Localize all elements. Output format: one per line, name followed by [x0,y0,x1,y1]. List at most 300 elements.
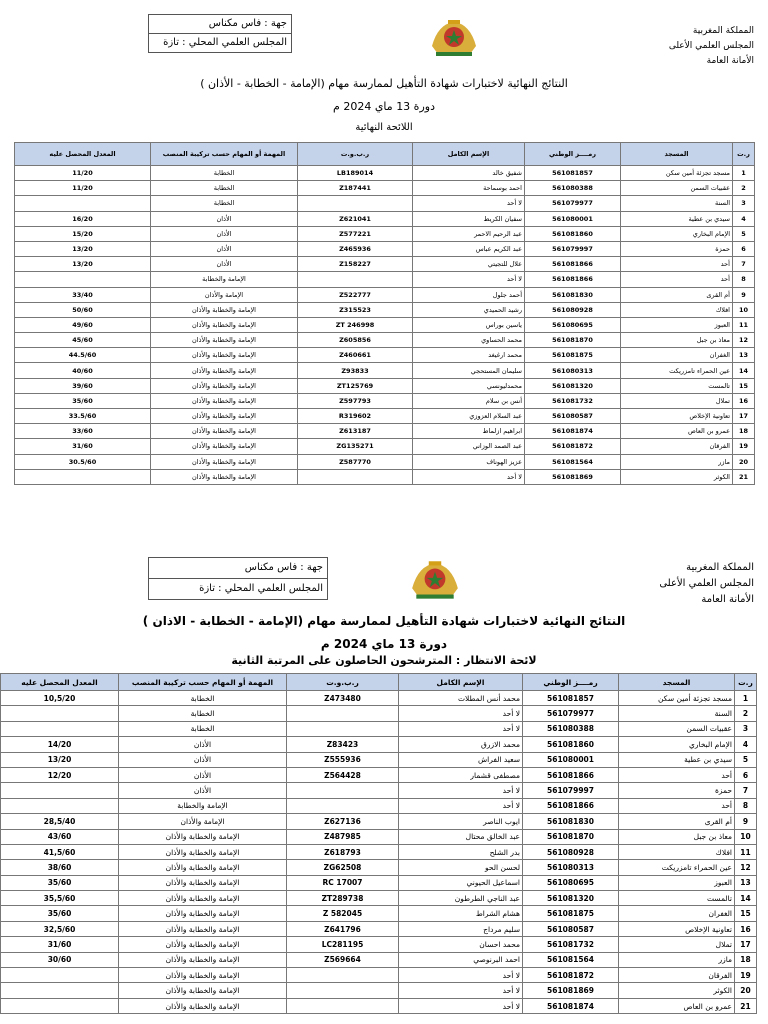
cell-national-code: 561080001 [523,752,619,767]
institution-header-2 [659,560,754,608]
table-row [1,937,757,952]
cell-role: الإمامة والخطابة والأذان [151,348,298,363]
cell-mosque-name: السنة [621,196,733,211]
cell-full-name: أنس بن سلام [413,393,525,408]
cell-national-code: 561080388 [523,721,619,736]
cell-role: الإمامة والخطابة والأذان [119,906,287,921]
table-row [15,241,755,256]
cell-row-index: 4 [735,737,757,752]
table-row [1,983,757,998]
cell-id-number: Z564428 [287,767,399,782]
cell-score: 16/20 [15,211,151,226]
cell-mosque-name: أم القرى [619,814,735,829]
cell-national-code: 561081875 [525,348,621,363]
cell-full-name: لحسن الحو [399,860,523,875]
column-header-row-index: ر.ت [733,143,755,166]
cell-role: الإمامة والخطابة والأذان [119,968,287,983]
column-header-score: المعدل المحصل عليه [15,143,151,166]
cell-full-name: عزيز الهوناف [413,454,525,469]
secretariat-label: الأمانة العامة [706,56,754,66]
column-header-id-number: ر.ب.و.ت [287,674,399,691]
cell-mosque-name: حمزة [619,783,735,798]
cell-mosque-name: الإمام البخاري [619,737,735,752]
cell-score [1,983,119,998]
cell-role: الإمامة والخطابة والأذان [119,952,287,967]
cell-role: الإمامة والخطابة والأذان [151,302,298,317]
cell-national-code: 561081866 [525,272,621,287]
page-title: النتائج النهائية لاختبارات شهادة التأهيل لممارسة مهام (الإمامة - الخطابة - الأذان ) [200,77,568,90]
cell-row-index: 3 [735,721,757,736]
cell-full-name: لا أحد [399,783,523,798]
cell-row-index: 17 [735,937,757,952]
cell-role: الأذان [119,783,287,798]
cell-row-index: 20 [733,454,755,469]
cell-row-index: 2 [733,181,755,196]
council-label-2: المجلس العلمي الأعلى [659,578,754,589]
cell-score: 11/20 [15,181,151,196]
cell-row-index: 11 [733,317,755,332]
cell-score: 14/20 [1,737,119,752]
cell-full-name: عبد الرحيم الاحمر [413,226,525,241]
local-council-label-2: المجلس العلمي المحلي : تازة [149,578,327,599]
cell-score [1,998,119,1013]
cell-row-index: 17 [733,409,755,424]
cell-national-code: 561081866 [525,257,621,272]
cell-score: 35,5/60 [1,891,119,906]
list-title-2: لائحة الانتظار : المترشحون الحاصلون على المرتبة الثانية [231,654,537,667]
cell-full-name: عبد الكريم عباس [413,241,525,256]
cell-id-number: ZG62508 [287,860,399,875]
cell-row-index: 20 [735,983,757,998]
cell-national-code: 561081875 [523,906,619,921]
cell-national-code: 561081866 [523,798,619,813]
cell-national-code: 561081564 [525,454,621,469]
table-row [15,363,755,378]
cell-mosque-name: العبوز [619,875,735,890]
cell-national-code: 561081874 [523,998,619,1013]
table-row [1,906,757,921]
cell-row-index: 1 [735,691,757,706]
cell-national-code: 561081320 [523,891,619,906]
table-row [1,891,757,906]
table-row [1,737,757,752]
cell-role: الإمامة والخطابة والأذان [119,998,287,1013]
cell-full-name: لا أحد [399,968,523,983]
cell-national-code: 561080695 [523,875,619,890]
cell-row-index: 10 [733,302,755,317]
table-row [15,348,755,363]
column-header-national-code: رمــــز الوطني [523,674,619,691]
cell-id-number [287,998,399,1013]
cell-id-number [287,783,399,798]
cell-role: الخطابة [119,691,287,706]
cell-id-number: Z487985 [287,829,399,844]
cell-national-code: 561080928 [525,302,621,317]
table-row [15,317,755,332]
cell-id-number: Z618793 [287,844,399,859]
cell-national-code: 561081869 [523,983,619,998]
cell-id-number: Z627136 [287,814,399,829]
cell-score: 31/60 [1,937,119,952]
cell-score [1,968,119,983]
cell-id-number: RC 17007 [287,875,399,890]
cell-role: الإمامة والخطابة والأذان [119,875,287,890]
column-header-role: المهمة أو المهام حسب تركيبة المنصب [151,143,298,166]
cell-national-code: 561081732 [525,393,621,408]
cell-row-index: 18 [733,424,755,439]
cell-score: 32,5/60 [1,921,119,936]
table-row [15,257,755,272]
cell-national-code: 561081857 [525,166,621,181]
cell-id-number: Z465936 [298,241,413,256]
cell-row-index: 1 [733,166,755,181]
cell-id-number: Z460661 [298,348,413,363]
table-row [1,998,757,1013]
cell-score [15,272,151,287]
cell-full-name: رشيد الحميدي [413,302,525,317]
cell-role: الإمامة والخطابة [151,272,298,287]
kingdom-label: المملكة المغربية [692,26,754,36]
cell-score: 13/20 [15,241,151,256]
cell-full-name: محمد الحساوي [413,333,525,348]
table-row [15,272,755,287]
cell-full-name: ايوب الناصر [399,814,523,829]
table-row [1,798,757,813]
cell-mosque-name: عين الحمراء تامزريكت [619,860,735,875]
cell-national-code: 561079977 [523,706,619,721]
cell-full-name: احمد البرنوصي [399,952,523,967]
waiting-list-table [0,673,757,1014]
region-label: جهة : فاس مكناس [208,18,287,29]
cell-full-name: أحمد جلول [413,287,525,302]
cell-role: الإمامة والأذان [119,814,287,829]
table-row [15,378,755,393]
cell-role: الأذان [119,767,287,782]
table-row [15,409,755,424]
cell-mosque-name: سيدي بن عطية [619,752,735,767]
cell-mosque-name: الغفران [619,906,735,921]
cell-row-index: 13 [733,348,755,363]
cell-mosque-name: عين الحمراء تامزريكت [621,363,733,378]
table-row [15,439,755,454]
cell-national-code: 561080587 [525,409,621,424]
cell-mosque-name: الغفران [621,348,733,363]
cell-id-number [298,469,413,484]
cell-national-code: 561080313 [525,363,621,378]
cell-id-number: ZT289738 [287,891,399,906]
cell-full-name: لا أحد [399,706,523,721]
cell-role: الأذان [119,737,287,752]
cell-id-number: Z621041 [298,211,413,226]
column-header-id-number: ر.ب.و.ت [298,143,413,166]
cell-score [1,706,119,721]
cell-score: 44.5/60 [15,348,151,363]
cell-role: الخطابة [151,181,298,196]
table-row [15,211,755,226]
table-row [1,721,757,736]
secretariat-label-2: الأمانة العامة [701,594,754,605]
cell-id-number: Z 582045 [287,906,399,921]
cell-mosque-name: تملال [619,937,735,952]
institution-header [669,24,754,69]
kingdom-label-2: المملكة المغربية [686,562,754,573]
cell-score: 28,5/40 [1,814,119,829]
cell-mosque-name: تالمست [621,378,733,393]
cell-score: 43/60 [1,829,119,844]
cell-mosque-name: سيدي بن عطية [621,211,733,226]
cell-full-name: سعيد الفراش [399,752,523,767]
cell-mosque-name: عمرو بن العاص [619,998,735,1013]
region-label-2: جهة : فاس مكناس [244,562,323,573]
cell-role: الإمامة والخطابة والأذان [119,937,287,952]
table-row [1,783,757,798]
cell-mosque-name: مازر [619,952,735,967]
cell-national-code: 561080587 [523,921,619,936]
cell-row-index: 6 [735,767,757,782]
cell-row-index: 14 [735,891,757,906]
cell-id-number: Z473480 [287,691,399,706]
cell-national-code: 561079997 [523,783,619,798]
cell-row-index: 15 [735,906,757,921]
cell-row-index: 11 [735,844,757,859]
cell-national-code: 561081872 [525,439,621,454]
cell-row-index: 6 [733,241,755,256]
cell-full-name: احمد بوسماحة [413,181,525,196]
cell-id-number [298,196,413,211]
cell-role: الإمامة والخطابة والأذان [151,424,298,439]
table-row [15,469,755,484]
cell-row-index: 4 [733,211,755,226]
cell-row-index: 2 [735,706,757,721]
table-row [15,196,755,211]
cell-row-index: 21 [735,998,757,1013]
cell-score: 15/20 [15,226,151,241]
cell-row-index: 13 [735,875,757,890]
cell-full-name: بدر الشلح [399,844,523,859]
cell-national-code: 561081860 [523,737,619,752]
table-row [15,424,755,439]
table-row [1,921,757,936]
cell-mosque-name: معاذ بن جبل [621,333,733,348]
cell-full-name: لا أحد [399,721,523,736]
page-2 [0,548,768,1024]
page-title-2: النتائج النهائية لاختبارات شهادة التأهيل لممارسة مهام (الإمامة - الخطابة - الاذان ) [142,614,626,628]
cell-role: الأذان [151,241,298,256]
cell-id-number: Z569664 [287,952,399,967]
cell-role: الإمامة والخطابة والأذان [151,317,298,332]
cell-row-index: 5 [733,226,755,241]
cell-national-code: 561081320 [525,378,621,393]
cell-row-index: 19 [735,968,757,983]
cell-role: الإمامة والخطابة والأذان [151,393,298,408]
cell-mosque-name: عقبيات السمن [619,721,735,736]
table-header-row [15,143,755,166]
coat-of-arms-icon-2 [408,558,462,604]
cell-role: الخطابة [151,166,298,181]
cell-full-name: هشام الشراط [399,906,523,921]
cell-role: الأذان [151,211,298,226]
cell-score: 50/60 [15,302,151,317]
cell-score [1,721,119,736]
cell-full-name: محمد احسان [399,937,523,952]
table-row [1,875,757,890]
cell-score: 13/20 [15,257,151,272]
cell-national-code: 561080313 [523,860,619,875]
cell-score: 39/60 [15,378,151,393]
cell-id-number [287,706,399,721]
cell-national-code: 561080928 [523,844,619,859]
cell-full-name: علال للتجيتي [413,257,525,272]
cell-score [1,783,119,798]
cell-role: الإمامة والخطابة والأذان [151,439,298,454]
cell-national-code: 561081732 [523,937,619,952]
cell-id-number [287,983,399,998]
cell-mosque-name: مازر [621,454,733,469]
table-header-row-2 [1,674,757,691]
cell-score: 33/40 [15,287,151,302]
cell-score: 33.5/60 [15,409,151,424]
cell-mosque-name: أحد [619,798,735,813]
cell-role: الأذان [119,752,287,767]
cell-id-number: Z83423 [287,737,399,752]
cell-role: الإمامة والخطابة والأذان [119,921,287,936]
cell-mosque-name: الكوثر [619,983,735,998]
cell-id-number: Z641796 [287,921,399,936]
cell-full-name: عبد الصمد الوزاني [413,439,525,454]
column-header-national-code: رمــــز الوطني [525,143,621,166]
cell-score: 35/60 [1,906,119,921]
cell-id-number: Z187441 [298,181,413,196]
column-header-mosque-name: المسجد [619,674,735,691]
cell-mosque-name: الإمام البخاري [621,226,733,241]
cell-id-number: Z522777 [298,287,413,302]
cell-row-index: 16 [733,393,755,408]
cell-row-index: 12 [735,860,757,875]
cell-full-name: ياسين بوراس [413,317,525,332]
cell-role: الأذان [151,257,298,272]
cell-full-name: عبد السلام العزوزي [413,409,525,424]
cell-national-code: 561081872 [523,968,619,983]
cell-id-number: Z577221 [298,226,413,241]
table-row [1,829,757,844]
cell-id-number [287,798,399,813]
cell-id-number: Z555936 [287,752,399,767]
table-row [1,691,757,706]
column-header-full-name: الإسم الكامل [399,674,523,691]
cell-role: الإمامة والخطابة والأذان [151,363,298,378]
table-row [1,814,757,829]
cell-id-number [287,968,399,983]
coat-of-arms-icon [428,18,480,60]
cell-national-code: 561081830 [523,814,619,829]
council-label: المجلس العلمي الأعلى [668,41,754,51]
cell-role: الإمامة والخطابة [119,798,287,813]
cell-row-index: 21 [733,469,755,484]
column-header-mosque-name: المسجد [621,143,733,166]
cell-mosque-name: حمزة [621,241,733,256]
cell-mosque-name: تعاونية الإخلاص [619,921,735,936]
cell-role: الإمامة والخطابة والأذان [151,409,298,424]
cell-role: الخطابة [119,721,287,736]
table-row [15,333,755,348]
cell-id-number: LB189014 [298,166,413,181]
cell-mosque-name: تعاونية الإخلاص [621,409,733,424]
cell-row-index: 16 [735,921,757,936]
cell-score: 40/60 [15,363,151,378]
table-row [15,393,755,408]
cell-id-number: Z613187 [298,424,413,439]
cell-national-code: 561080001 [525,211,621,226]
cell-role: الخطابة [151,196,298,211]
cell-score: 41,5/60 [1,844,119,859]
cell-mosque-name: معاذ بن جبل [619,829,735,844]
cell-mosque-name: أحد [619,767,735,782]
cell-full-name: محمدليونسي [413,378,525,393]
cell-mosque-name: مسجد تجزئة أمين سكن [621,166,733,181]
cell-full-name: لا أحد [413,196,525,211]
cell-score: 33/60 [15,424,151,439]
cell-mosque-name: أحد [621,257,733,272]
cell-row-index: 12 [733,333,755,348]
cell-row-index: 14 [733,363,755,378]
cell-full-name: سفيان الكريط [413,211,525,226]
column-header-full-name: الإسم الكامل [413,143,525,166]
cell-national-code: 561080388 [525,181,621,196]
table-row [1,860,757,875]
cell-id-number [298,272,413,287]
cell-id-number: LC281195 [287,937,399,952]
cell-full-name: لا أحد [399,998,523,1013]
cell-mosque-name: العبوز [621,317,733,332]
cell-id-number: Z315523 [298,302,413,317]
table-row [1,968,757,983]
cell-national-code: 561081564 [523,952,619,967]
cell-role: الإمامة والخطابة والأذان [119,829,287,844]
cell-mosque-name: السنة [619,706,735,721]
cell-row-index: 7 [735,783,757,798]
table-row [15,454,755,469]
cell-role: الأذان [151,226,298,241]
cell-row-index: 9 [735,814,757,829]
cell-score: 38/60 [1,860,119,875]
cell-mosque-name: تملال [621,393,733,408]
cell-row-index: 3 [733,196,755,211]
cell-role: الإمامة والأذان [151,287,298,302]
cell-role: الإمامة والخطابة والأذان [119,891,287,906]
cell-id-number: ZT125769 [298,378,413,393]
cell-score: 45/60 [15,333,151,348]
cell-mosque-name: تالمست [619,891,735,906]
cell-row-index: 15 [733,378,755,393]
cell-score [15,196,151,211]
cell-mosque-name: الكوثر [621,469,733,484]
cell-full-name: محمد الازرق [399,737,523,752]
table-row [15,302,755,317]
cell-national-code: 561081830 [525,287,621,302]
table-row [1,844,757,859]
cell-mosque-name: عمرو بن العاص [621,424,733,439]
cell-national-code: 561081874 [525,424,621,439]
cell-full-name: ابراهيم ازلماط [413,424,525,439]
cell-national-code: 561081870 [523,829,619,844]
cell-mosque-name: مسجد تجزئة أمين سكن [619,691,735,706]
cell-national-code: 561081870 [525,333,621,348]
column-header-role: المهمة أو المهام حسب تركيبة المنصب [119,674,287,691]
cell-full-name: محمد أنس المطلات [399,691,523,706]
results-table [14,142,755,485]
cell-score: 31/60 [15,439,151,454]
cell-role: الإمامة والخطابة والأذان [151,469,298,484]
